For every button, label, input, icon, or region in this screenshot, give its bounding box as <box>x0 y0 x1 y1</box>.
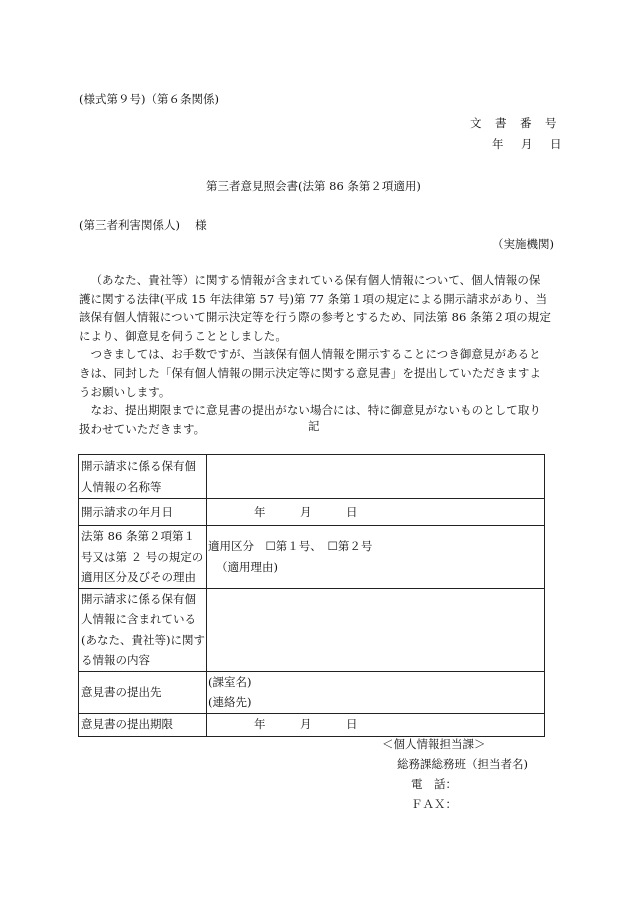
addressee: (第三者利害関係人) 様 <box>79 218 207 232</box>
contact-label: (連絡先) <box>208 695 252 709</box>
document-number-label: 文 書 番 号 <box>470 116 558 130</box>
table-row <box>79 588 545 671</box>
form-number: (様式第９号)（第６条関係) <box>79 92 219 106</box>
application-reason-label: （適用理由) <box>216 559 278 574</box>
contact-team: 総務課総務班（担当者名) <box>397 757 528 771</box>
contact-phone: 電 話： <box>411 777 457 791</box>
body-paragraph: つきましては、お手数ですが、当該保有個人情報を開示することにつき御意見があるときは、同封した「保有個人情報の開示決定等に関する意見書」を提出していただきますようお願いします。 <box>79 347 541 399</box>
contact-fax: ＦＡＸ： <box>411 797 457 811</box>
table-value <box>207 671 545 713</box>
table-value <box>207 499 545 526</box>
table-label: 開示請求に係る保有個人情報の名称等 <box>79 455 207 499</box>
table-label: 法第 86 条第２項第１号又は第 ２ 号の規定の適用区分及びその理由 <box>79 526 207 589</box>
table-row <box>79 713 545 736</box>
table-row <box>79 455 545 499</box>
body-paragraph: なお、提出期限までに意見書の提出がない場合には、特に御意見がないものとして取り扱わせていただきます。 <box>79 403 541 436</box>
info-table <box>78 454 545 737</box>
table-label: 意見書の提出期限 <box>79 713 207 736</box>
table-value <box>207 713 545 736</box>
body-text <box>79 271 551 438</box>
body-paragraph: （あなた、貴社等）に関する情報が含まれている保有個人情報について、個人情報の保護に関する法律(平成 15 年法律第 57 号)第 77 条第１項の規定による開示請求があり、当該保有個人情報について開示決定等を行う際の参考とするため、同法第 86 条第２項の規定により、御意見を伺うこととしました。 <box>79 273 551 343</box>
ki-heading: 記 <box>308 419 320 433</box>
table-label: 開示請求に係る保有個人情報に含まれている(あなた、貴社等)に関する情報の内容 <box>79 588 207 671</box>
table-row <box>79 671 545 713</box>
document-title: 第三者意見照会書(法第 86 条第２項適用) <box>206 179 421 193</box>
deadline-date: 年 月 日 <box>254 717 358 732</box>
application-category: 適用区分 ☐第１号、 ☐第２号 <box>208 539 373 554</box>
table-value <box>207 588 545 671</box>
date-label: 年 月 日 <box>492 137 565 151</box>
request-date: 年 月 日 <box>254 504 358 519</box>
office-name-label: (課室名) <box>208 674 252 689</box>
table-label: 意見書の提出先 <box>79 671 207 713</box>
sender-organization: （実施機関) <box>492 237 554 251</box>
table-value <box>207 526 545 589</box>
table-row <box>79 526 545 589</box>
table-label: 開示請求の年月日 <box>79 499 207 526</box>
contact-department: ＜個人情報担当課＞ <box>382 737 486 751</box>
table-row <box>79 499 545 526</box>
table-value <box>207 455 545 499</box>
